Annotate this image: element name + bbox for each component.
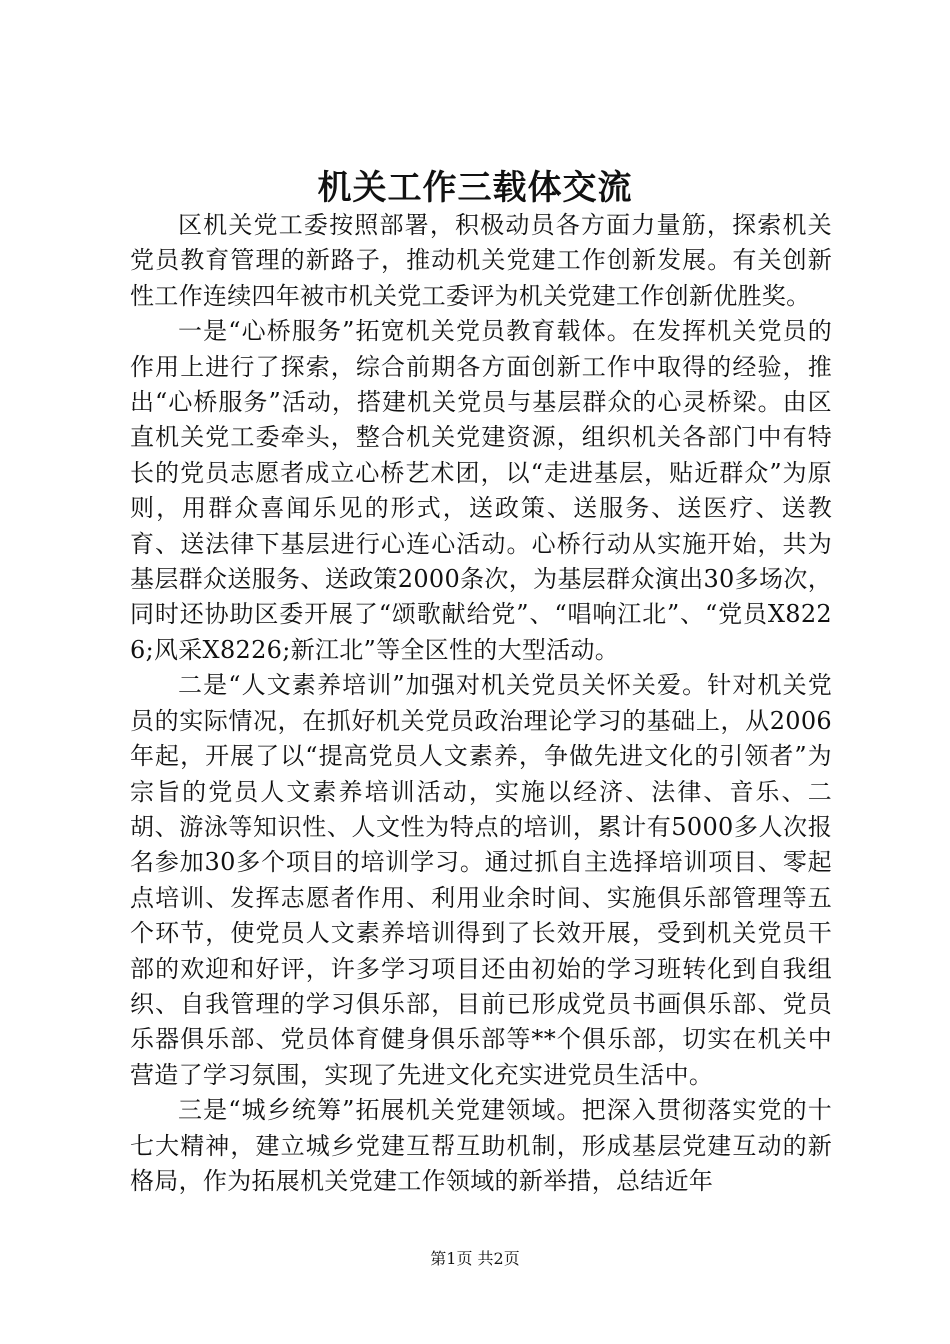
document-body [130,208,832,1199]
paragraph-point-one: 一是“心桥服务”拓宽机关党员教育载体。在发挥机关党员的作用上进行了探索，综合前期各方面创新工作中取得的经验，推出“心桥服务”活动，搭建机关党员与基层群众的心灵桥梁。由区直机关党工委牵头，整合机关党建资源，组织机关各部门中有特长的党员志愿者成立心桥艺术团，以“走进基层，贴近群众”为原则，用群众喜闻乐见的形式，送政策、送服务、送医疗、送教育、送法律下基层进行心连心活动。心桥行动从实施开始，共为基层群众送服务、送政策2000条次，为基层群众演出30多场次，同时还协助区委开展了“颂歌献给党”、“唱响江北”、“党员X8226;风采X8226;新江北”等全区性的大型活动。 [130,317,832,664]
document-title: 机关工作三载体交流 [317,168,633,208]
paragraph-point-three: 三是“城乡统筹”拓展机关党建领域。把深入贯彻落实党的十七大精神，建立城乡党建互帮互助机制，形成基层党建互动的新格局，作为拓展机关党建工作领域的新举措，总结近年 [130,1096,832,1195]
paragraph-intro: 区机关党工委按照部署，积极动员各方面力量筋，探索机关党员教育管理的新路子，推动机关党建工作创新发展。有关创新性工作连续四年被市机关党工委评为机关党建工作创新优胜奖。 [130,211,832,310]
paragraph-point-two: 二是“人文素养培训”加强对机关党员关怀关爱。针对机关党员的实际情况，在抓好机关党员政治理论学习的基础上，从2006年起，开展了以“提高党员人文素养，争做先进文化的引领者”为宗旨的党员人文素养培训活动，实施以经济、法律、音乐、二胡、游泳等知识性、人文性为特点的培训，累计有5000多人次报名参加30多个项目的培训学习。通过抓自主选择培训项目、零起点培训、发挥志愿者作用、利用业余时间、实施俱乐部管理等五个环节，使党员人文素养培训得到了长效开展，受到机关党员干部的欢迎和好评，许多学习项目还由初始的学习班转化到自我组织、自我管理的学习俱乐部，目前已形成党员书画俱乐部、党员乐器俱乐部、党员体育健身俱乐部等**个俱乐部，切实在机关中营造了学习氛围，实现了先进文化充实进党员生活中。 [130,671,832,1089]
page-number-footer: 第1页 共2页 [430,1249,520,1268]
